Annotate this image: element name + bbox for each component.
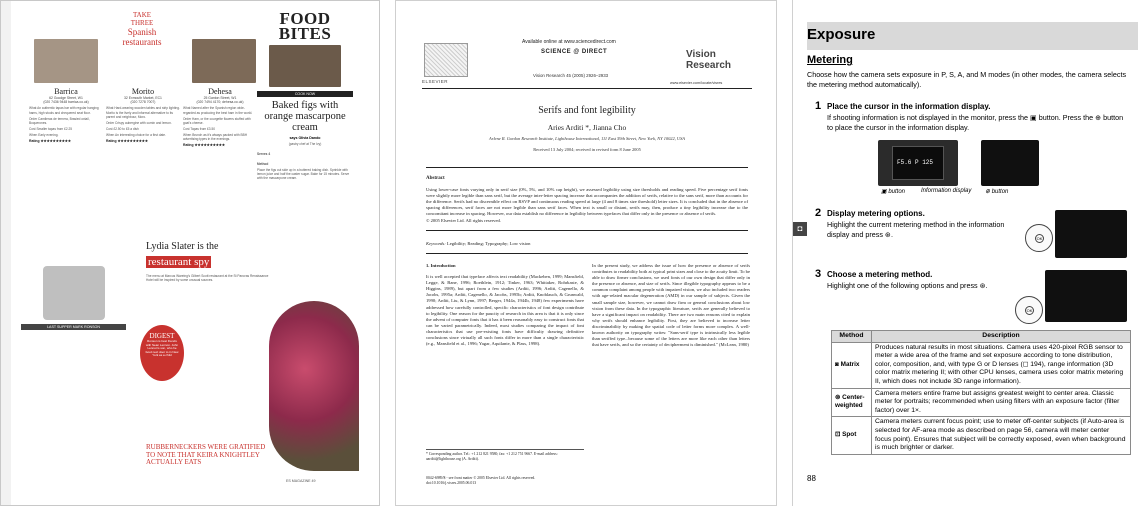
restaurant-address: 62 Goodge Street, W1	[49, 96, 83, 100]
sciencedirect-logo: SCIENCE @ DIRECT	[541, 49, 608, 55]
restaurant-cost: Cost £2.50 to £5 a dish	[106, 126, 139, 131]
i-button-label: ⊕ button	[985, 189, 1009, 195]
restaurant-cost: Cost Smaller tapas from £2.25	[29, 126, 73, 131]
step-heading: Place the cursor in the information display.	[827, 102, 991, 111]
paper-page	[395, 0, 777, 506]
abstract-block	[426, 167, 748, 231]
recipe-author: says Olivia Dando	[289, 136, 321, 140]
step-text: Highlight one of the following options and press ⊛.	[827, 281, 988, 290]
table-header-description: Description	[872, 331, 1131, 343]
restaurant-spy-column	[146, 241, 276, 282]
table-row	[832, 342, 1131, 388]
journal-url[interactable]: www.elsevier.com/locate/visres	[670, 81, 723, 85]
abstract-copyright: © 2005 Elsevier Ltd. All rights reserved.	[426, 218, 501, 223]
page-footer: ES MAGAZINE 49	[286, 479, 316, 483]
journal-reference: Vision Research 45 (2005) 2926–2933	[533, 73, 609, 78]
restaurant-photo	[192, 39, 256, 83]
info-button-label: ▣ button	[881, 189, 906, 195]
step-number: 3	[815, 268, 822, 280]
section-heading: 1. Introduction	[426, 263, 456, 268]
restaurant-name: Morito	[131, 87, 155, 96]
pull-quote: RUBBERNECKERS WERE GRATIFIED TO NOTE THAT KEIRA KNIGHTLEY ACTUALLY EATS	[146, 443, 266, 466]
restaurant-when: When Brunch as it's always packed with BBH advertising types in the evenings.	[183, 132, 248, 141]
available-online: Available online at www.sciencedirect.com	[522, 39, 616, 45]
restaurant-rating: Rating ★★★★★★★★★★	[106, 138, 148, 143]
restaurant-what: What Named after the Spanish region wide-regarded as producing the best ham in the world.	[183, 106, 253, 115]
ok-button-icon: OK	[1036, 236, 1043, 241]
method-center-weighted: ⊚ Center-weighted	[832, 388, 872, 417]
step-number: 1	[815, 100, 822, 112]
mark-ronson-photo	[43, 266, 105, 320]
paper-title: Serifs and font legibility	[538, 105, 636, 116]
journal-logo: Vision Research	[686, 49, 732, 71]
abstract-heading: Abstract	[426, 176, 445, 181]
section-title: Metering	[807, 54, 853, 66]
paper-authors: Aries Arditi *, Jianna Cho	[547, 123, 627, 132]
corresponding-author-footnote: * Corresponding author. Tel.: +1 212 821 9580; fax: +1 212 751 9667. E-mail address: aarditi@lighthouse.org (A. Arditi).	[426, 449, 584, 462]
information-display-image	[981, 140, 1039, 186]
restaurant-card	[183, 87, 257, 147]
multi-selector-icon	[1025, 224, 1053, 252]
method-matrix: ◙ Matrix	[832, 342, 872, 388]
restaurant-order: Order Crispy aubergine with cumin and lemon.	[106, 120, 172, 125]
elsevier-tree-logo	[424, 43, 468, 77]
method-description: Camera meters current focus point; use to meter off-center subjects (if Auto-area is selected for AF-area mode as described on page 56, camera will meter center focus point). Ensures that subject will be correctly exposed, even when background is much brighter or darker.	[872, 417, 1131, 454]
take-three-heading: TAKE THREE Spanish restaurants	[122, 11, 162, 47]
digest-body: Ronson is best friends with Sean Lennon. John Lennon's son, who he lived next door to in New York as a child	[145, 339, 179, 358]
cook-now-label: COOK NOW	[257, 91, 353, 97]
metering-display-image	[1055, 210, 1127, 258]
restaurant-card	[106, 87, 180, 143]
fig-dish-photo	[269, 45, 341, 87]
section-intro: Choose how the camera sets exposure in P, S, A, and M modes (in other modes, the camera selects the metering method automatically).	[807, 70, 1127, 89]
paper-received: Received 13 July 2004; received in revised form 8 June 2005	[533, 147, 641, 152]
restaurant-order: Order Ham, or the courgette flowers stuffed with goat's cheese.	[183, 116, 251, 125]
digest-badge	[140, 325, 184, 381]
recipe-author-role: (pastry chef at The Ivy)	[288, 142, 322, 146]
method-description: Camera meters entire frame but assigns greatest weight to center area. Classic meter for portraits; recommended when using filters with an exposure factor (filter factor) over 1×.	[872, 388, 1131, 417]
last-supper-caption: LAST SUPPER MARK RONSON	[21, 324, 126, 330]
recipe-serves: Serves 4	[257, 152, 271, 157]
restaurant-order: Order Camileras de ternera, Brasied oxtail, Boquerones.	[29, 116, 90, 125]
body-paragraph: In the present study, we address the issue of how the presence or absence of serifs contributes to readability both at typical print sizes and close to the acuity limit. To be able to draw firmer conclusions, we used fonts of our own design that differ only in the presence or absence, and size of serifs. Since illegible typography appears to be a common complaint among people with impaired vision, we also included two readers with age-related macular degeneration (AMD) in our sample of subjects. Given the small sample size, however, we cannot draw firm or general conclusions about low vision from these data. In the typographic literature, serifs are generally believed to have a significant impact on readability. There are two main reasons cited to explain why serifs should enhance legibility. First, they are believed to increase letter discriminability by making the spatial code of letter forms more complex. A well-known authority on typography writes: "Sans-serif type is intrinsically less legible than seriffed type...because some of the letters are more like each other than letters that have serifs, and so the certainty of decipherment is diminished." (McLean, 1980)	[592, 263, 750, 348]
table-row	[832, 417, 1131, 454]
restaurant-phone: (020 7436 9448 barrica.co.uk)	[43, 100, 89, 105]
information-display-label: Information display	[921, 188, 972, 194]
food-bites-heading: FOOD BITES	[278, 9, 332, 43]
page-number: 88	[807, 474, 816, 483]
method-label: Method	[257, 162, 269, 167]
step-text: If shooting information is not displayed in the monitor, press the ▣ button. Press the ⊕ button to place the cursor in the information display.	[827, 113, 1124, 132]
restaurant-phone: (020 7494 4170; dehesa.co.uk)	[196, 100, 244, 105]
restaurant-name: Dehesa	[208, 87, 232, 96]
digest-title: DIGEST	[149, 332, 175, 340]
restaurant-rating: Rating ★★★★★★★★★★	[29, 138, 71, 143]
restaurant-address: 25 Ganton Street, W1	[203, 96, 237, 100]
paper-affiliation: Arlene R. Gordon Research Institute, Lighthouse International, 111 East 59th Street, New York, NY 10022, USA	[489, 136, 685, 141]
step-heading: Choose a metering method.	[827, 270, 933, 279]
metering-methods-table	[831, 330, 1131, 455]
column-body: The menu at Marcus Wareing's Gilbert Scott restaurant at the St Pancras Renaissance Hotel will be inspired by some unusual sources.	[146, 274, 269, 283]
restaurant-what: What Hard-wearing wooden tables and strip lighting. Morito is the lively and informal alternative to its parent and neighbour, Moro.	[106, 106, 180, 119]
fig-photo	[269, 301, 359, 471]
restaurant-cost: Cost Tapas from £3.50	[183, 126, 216, 131]
page-edge-strip	[1, 1, 11, 506]
monitor-readout: F5.6 P 125	[897, 159, 934, 166]
step-heading: Display metering options.	[827, 209, 925, 218]
restaurant-rating: Rating ★★★★★★★★★★	[183, 143, 225, 148]
keywords: Keywords: Legibility; Reading; Typography; Low vision	[426, 241, 531, 246]
restaurant-when: When An interesting choice for a first date.	[106, 132, 166, 137]
table-row	[832, 388, 1131, 417]
abstract-text: Using lower-case fonts varying only in serif size (0%, 5%, and 10% cap height), we assessed legibility using size thresholds and reading speed. Five percentage serif fonts were slightly more legible than sans serif, but the average inter-letter spacing increase that accompanies the addition of serifs, relative to the sans serif, more than accounts for the difference. Serifs had no discernible effect on RSVP and continuous reading speed at large (4 and 8 times size threshold) letter sizes. It is concluded that in the absence of spacing differences, serif faces are not more legible than sans serif faces. When text is small or distant, serifs may, then, produce a tiny legibility increase due to the concomitant increase in spacing. However, our data establish no difference in legibility between typefaces that differ only in the presence or absence of serifs.	[426, 187, 748, 216]
restaurant-photo	[34, 39, 98, 83]
elsevier-wordmark: ELSEVIER	[422, 79, 449, 84]
restaurant-phone: (020 7278 7007)	[130, 100, 156, 105]
step-text: Highlight the current metering method in the information display and press ⊛.	[827, 220, 1005, 239]
header-rule	[422, 88, 752, 89]
restaurant-when: When Early evening.	[29, 132, 59, 137]
table-header-row	[832, 331, 1131, 343]
body-column-right	[592, 263, 750, 463]
camera-monitor	[892, 146, 944, 180]
last-supper-feature	[21, 266, 126, 330]
copyright-doi: 0042-6989/$ - see front matter © 2005 Elsevier Ltd. All rights reserved. doi:10.1016/j.visres.2005.06.013	[426, 476, 536, 485]
body-column-left	[426, 263, 584, 447]
camera-back-image	[878, 140, 958, 186]
restaurant-card	[29, 87, 103, 143]
table-header-method: Method	[832, 331, 872, 343]
method-spot: ⊡ Spot	[832, 417, 872, 454]
food-bites-section	[257, 11, 353, 181]
magazine-page	[0, 0, 380, 506]
manual-page	[792, 0, 1138, 506]
body-paragraph: It is well accepted that typeface affects text readability (Mackeben, 1999; Mansfield, Legge, & Bane, 1996; Roethlein, 1912; Tinker, 1963; Whittaker, Rohrkaste, & Higgins, 1989), but apart from a few studies (Arditi, 1996; Arditi, Cagenello, & Jacobs, 1995a; Arditi, Cagenello, & Jacobs, 1995b; Arditi, Knoblauch, & Grunwald, 1990; Arditi, Liu, & Lynn, 1997; Berger, 1944a, 1944b, 1948) few experiments have addressed how carefully controlled, specific characteristics of font design contribute to legibility. One reason for the paucity of research in this area is that it is only since the advent of computer fonts that it has it been reasonably easy to construct fonts that can be varied parametrically. Indeed, most studies comparing the impact of font characteristics that use pre-existing fonts have difficulty drawing definitive conclusions since virtually all such fonts differ in more than a single characteristic (e.g., Mansfield et al., 1996; Yagar, Aquilante, & Plass, 1998).	[426, 274, 584, 347]
column-title: Lydia Slater is the	[146, 241, 219, 252]
restaurant-name: Barrica	[54, 87, 78, 96]
chapter-title: Exposure	[807, 26, 876, 43]
method-description: Produces natural results in most situations. Camera uses 420-pixel RGB sensor to meter a wide area of the frame and set exposure according to tone distribution, color, composition, and, with type G or D lenses (◻ 194), range information (3D color matrix metering II; with other CPU lenses, camera uses color matrix metering II, which does not include 3D range information).	[872, 342, 1131, 388]
column-subtitle: restaurant spy	[148, 256, 210, 268]
ok-button-icon: OK	[1026, 308, 1033, 313]
recipe-title: Baked figs with orange mascarpone cream	[264, 100, 346, 133]
multi-selector-icon	[1015, 296, 1043, 324]
restaurant-address: 32 Exmouth Market, EC1	[124, 96, 162, 100]
metering-menu-image	[1045, 270, 1127, 322]
keywords-rule	[426, 253, 748, 254]
recipe-method: Place the figs cut side up in a buttered baking dish. Sprinkle with lemon juice and half the caster sugar. Bake for 15 minutes. Serve with the mascarpone cream.	[257, 168, 350, 181]
step-number: 2	[815, 207, 822, 219]
restaurant-what: What An authentic tapas bar with regular hanging hams, high stools and chequered seat floor.	[29, 106, 99, 115]
chapter-header-bar	[807, 22, 1138, 50]
camera-chapter-tab: ◘	[793, 222, 807, 236]
